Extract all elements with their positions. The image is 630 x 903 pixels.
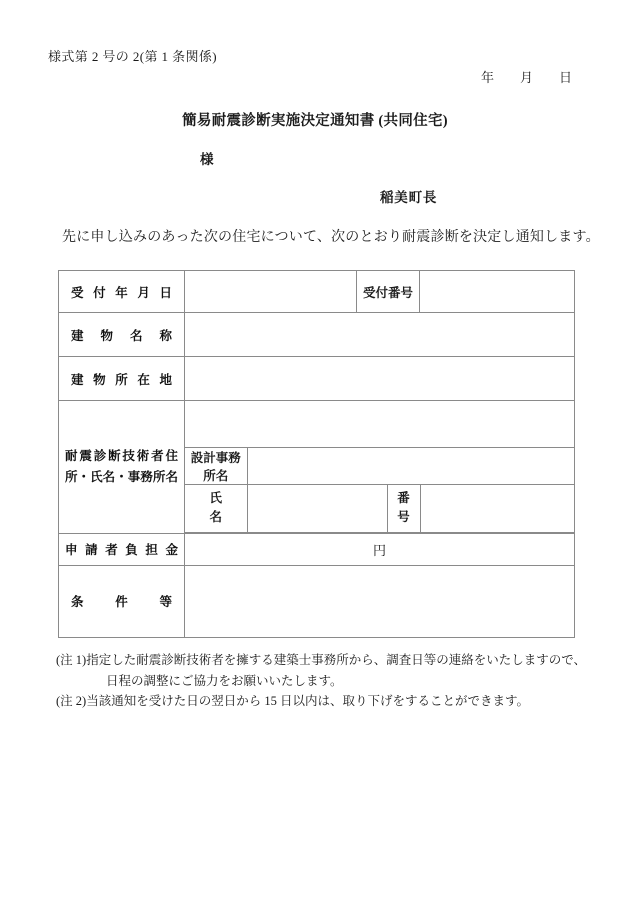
table-row-applicant-fee — [59, 533, 575, 565]
receipt-number-value-cell[interactable] — [420, 271, 575, 313]
conditions-label-cell — [59, 565, 185, 637]
engineer-name-value-cell[interactable] — [247, 484, 387, 532]
building-name-label-cell — [59, 313, 185, 357]
date-day-label: 日 — [558, 70, 572, 85]
building-name-label: 建物名称 — [71, 328, 172, 343]
engineer-number-label-char1: 番 — [397, 490, 410, 505]
engineer-address-value-cell[interactable] — [185, 401, 575, 447]
conditions-label: 条件等 — [71, 595, 172, 609]
engineer-number-label-char2: 号 — [397, 510, 410, 524]
engineer-row-blank — [185, 401, 575, 447]
table-row-engineer — [59, 401, 575, 534]
date-month-label: 月 — [519, 70, 533, 85]
conditions-value-cell[interactable] — [185, 565, 575, 637]
applicant-fee-label-cell — [59, 533, 185, 565]
table-row-receipt-date — [59, 271, 575, 313]
issuer-name: 稲美町長 — [380, 190, 438, 205]
engineer-name-label-cell — [185, 484, 247, 532]
addressee-honorific: 様 — [200, 152, 214, 167]
applicant-fee-label: 申請者負担金 — [65, 543, 178, 557]
building-address-label: 建物所在地 — [71, 372, 172, 387]
page-title: 簡易耐震診断実施決定通知書 (共同住宅) — [182, 113, 448, 129]
engineer-inner-table — [185, 401, 575, 533]
table-row-building-address — [59, 357, 575, 401]
applicant-fee-unit: 円 — [372, 542, 386, 558]
building-address-label-cell — [59, 357, 185, 401]
notification-table — [58, 270, 575, 638]
footnote-1-line-1: (注 1)指定した耐震診断技術者を擁する建築士事務所から、調査日等の連絡をいたしますので、 — [56, 653, 586, 667]
footnotes — [56, 650, 586, 712]
design-office-value-cell[interactable] — [247, 447, 575, 484]
engineer-label-line2: 所・氏名・事務所名 — [65, 469, 178, 484]
engineer-detail-group — [185, 401, 575, 534]
footnote-2: (注 2)当該通知を受けた日の翌日から 15 日以内は、取り下げをすることができます。 — [56, 694, 529, 709]
body-paragraph: 先に申し込みのあった次の住宅について、次のとおり耐震診断を決定し通知します。 — [62, 230, 600, 245]
engineer-number-label-cell — [387, 484, 420, 532]
receipt-date-label-cell — [59, 271, 185, 313]
engineer-number-value-cell[interactable] — [420, 484, 575, 532]
receipt-date-label: 受付年月日 — [71, 285, 172, 300]
footnote-1-line-2: 日程の調整にご協力をお願いいたします。 — [106, 673, 343, 688]
engineer-row-name-number — [185, 484, 575, 532]
receipt-date-value-cell[interactable] — [185, 271, 357, 313]
design-office-label: 設計事務所名 — [190, 450, 241, 483]
date-year-label: 年 — [480, 70, 494, 85]
engineer-label-line1: 耐震診断技術者住 — [65, 448, 178, 463]
engineer-name-label-char2: 名 — [209, 510, 222, 524]
building-name-value-cell[interactable] — [185, 313, 575, 357]
engineer-label — [59, 446, 184, 489]
engineer-name-label-char1: 氏 — [209, 490, 222, 505]
table-row-building-name — [59, 313, 575, 357]
building-address-value-cell[interactable] — [185, 357, 575, 401]
engineer-label-cell — [59, 401, 185, 534]
receipt-number-label: 受付番号 — [362, 285, 413, 300]
table-row-conditions — [59, 565, 575, 637]
engineer-row-design-office — [185, 447, 575, 484]
applicant-fee-value-cell[interactable] — [185, 533, 575, 565]
date-line — [0, 67, 572, 86]
design-office-label-cell — [185, 447, 247, 484]
form-code-label: 様式第 2 号の 2(第 1 条関係) — [48, 49, 218, 64]
receipt-number-label-cell — [357, 271, 420, 313]
